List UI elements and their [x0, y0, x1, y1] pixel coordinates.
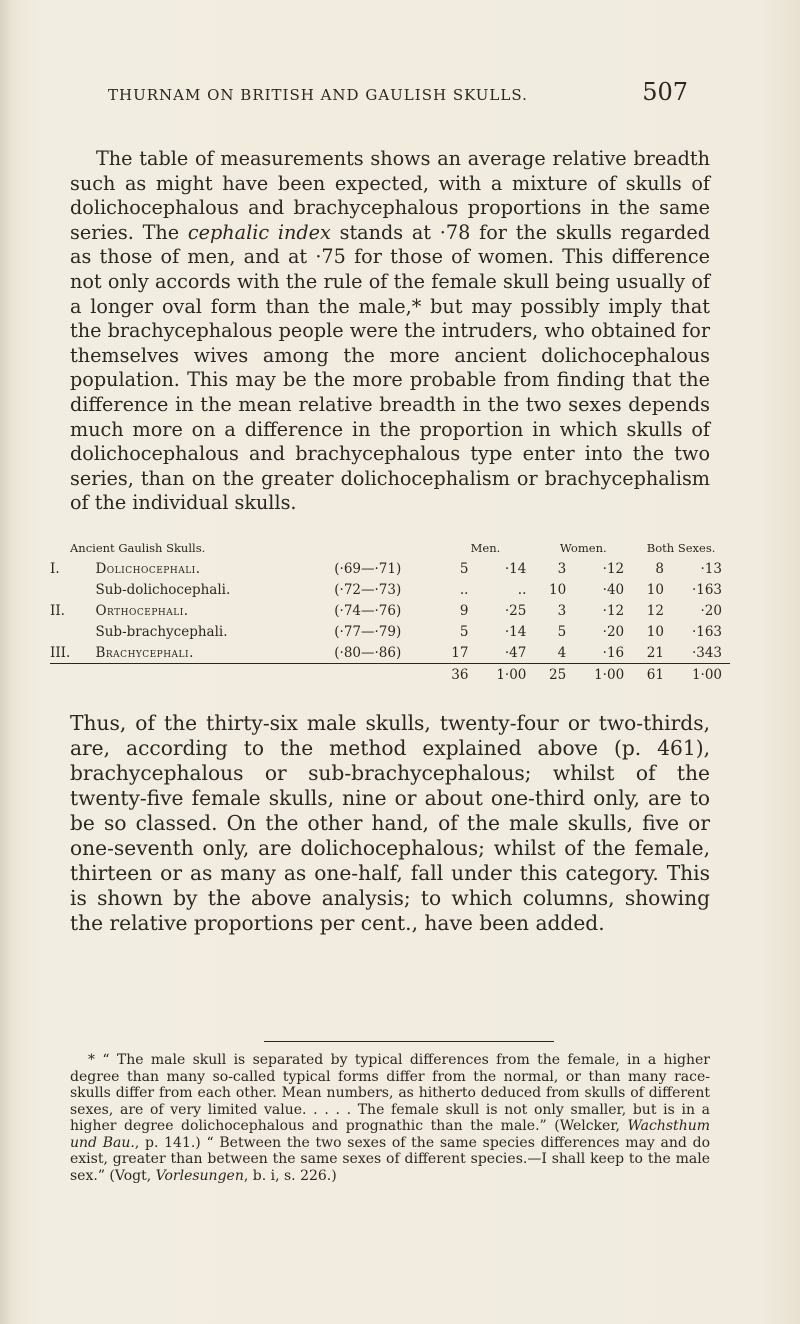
footnote: [70, 1052, 710, 1184]
paragraph-1-text-b: stands at ·78 for the skulls regarded as those of men, and at ·75 for those of women. This difference not only accords with the rule of the female skull being usually of a longer oval form than the male,* but may possibly imply that the brachycephalous people were the intruders, who obtained for themselves wives among the more ancient dolichocephalous population. This may be the more probable from finding that the difference in the mean relative breadth in the two sexes depends much more on a difference in the proportion in which skulls of dolichocephalous and brachycephalous type enter into the two series, than on the greater dolichocephalism or brachycephalism of the individual skulls.: [70, 220, 710, 515]
table-cell-men-p: ·25: [504, 602, 527, 619]
table-cell-both-p: ·343: [691, 644, 722, 661]
total-women-p: 1·00: [566, 664, 632, 686]
table-totals-row: [50, 664, 730, 686]
table-cell-range: (·77—·79): [334, 623, 402, 640]
table-cell-men-p: ·14: [504, 623, 527, 640]
total-both-p: 1·00: [664, 664, 730, 686]
paragraph-2-text: Thus, of the thirty-six male skulls, twenty-four or two-thirds, are, according to the method explained above (p. 461), brachycephalous or sub-brachycephalous; whilst of the twenty-five female skulls, nine or about one-third only, are to be so classed. On the other hand, of the male skulls, five or one-seventh only, are dolichocephalous; whilst of the female, thirteen or as many as one-half, fall under this category. This is shown by the above analysis; to which columns, showing the relative proportions per cent., have been added.: [70, 711, 710, 935]
header-women: Women.: [559, 541, 607, 555]
footnote-italic-1: Wachsthum und Bau.: [70, 1118, 710, 1151]
table-cell-num: II.: [50, 602, 65, 619]
table-cell-women-n: 4: [557, 644, 567, 661]
header-men: Men.: [470, 541, 501, 555]
table-cell-range: (·69—·71): [334, 560, 402, 577]
table-cell-name: Orthocephali.: [95, 602, 189, 619]
header-both: Both Sexes.: [646, 541, 716, 555]
paragraph-1: [70, 147, 710, 516]
table-row: [50, 621, 730, 642]
table-cell-men-p: ·47: [504, 644, 527, 661]
table-cell-both-n: 10: [646, 581, 664, 598]
table-cell-num: [50, 621, 95, 642]
table-cell-range: (·74—·76): [334, 602, 402, 619]
table-cell-name: Sub-brachycephali.: [95, 623, 228, 640]
measurement-table: [50, 538, 730, 685]
table-row: [50, 642, 730, 664]
footnote-text-a: * “ The male skull is separated by typical differences from the female, in a higher degree than many so-called typical forms differ from the normal, or than many race-skulls differ from each other. Mean numbers, as hitherto deduced from skulls of different sexes, are of very limited value. . . . . The female skull is not only smaller, but is in a higher degree dolichocephalous and prognathic than the male.” (Welcker,: [70, 1052, 710, 1134]
total-women-n: 25: [534, 664, 566, 686]
table-cell-men-p: ..: [517, 581, 527, 598]
table-cell-both-p: ·20: [700, 602, 722, 619]
running-title: THURNAM ON BRITISH AND GAULISH SKULLS.: [108, 86, 528, 104]
table-cell-name: Dolichocephali.: [95, 560, 201, 577]
table-cell-range: (·72—·73): [334, 581, 402, 598]
table-cell-both-n: 10: [646, 623, 664, 640]
table-cell-name: Brachycephali.: [95, 644, 194, 661]
table-cell-name: Sub-dolichocephali.: [95, 581, 231, 598]
paragraph-2: [70, 711, 710, 936]
table-cell-women-n: 5: [557, 623, 567, 640]
table-cell-women-n: 10: [549, 581, 567, 598]
table-cell-both-p: ·163: [691, 581, 722, 598]
table-cell-men-n: 17: [451, 644, 469, 661]
header-group: Ancient Gaulish Skulls.: [70, 541, 206, 555]
table-cell-both-p: ·13: [700, 560, 722, 577]
table-cell-men-n: 5: [459, 623, 469, 640]
table-cell-men-n: 9: [459, 602, 469, 619]
page-number: 507: [642, 78, 688, 106]
paragraph-1-text-a: The table of measurements shows an average relative breadth such as might have been expected, with a mixture of skulls of dolichocephalous and brachycephalous proportions in the same series. The: [70, 147, 710, 244]
footnote-rule: [264, 1041, 554, 1042]
footnote-italic-2: Vorlesungen: [155, 1167, 244, 1184]
table-cell-women-p: ·20: [602, 623, 625, 640]
table-cell-both-n: 21: [646, 644, 664, 661]
table-cell-women-p: ·12: [602, 560, 625, 577]
table-row: [50, 579, 730, 600]
table-header-row: [50, 538, 730, 558]
table-cell-women-n: 3: [557, 560, 567, 577]
table-cell-both-p: ·163: [691, 623, 722, 640]
table-row: [50, 558, 730, 579]
table-cell-both-n: 12: [646, 602, 664, 619]
total-men-p: 1·00: [468, 664, 534, 686]
table-cell-num: I.: [50, 560, 60, 577]
table-cell-num: III.: [50, 644, 71, 661]
table-cell-women-p: ·12: [602, 602, 625, 619]
table-cell-women-p: ·40: [602, 581, 625, 598]
table-cell-men-n: 5: [459, 560, 469, 577]
table-cell-women-n: 3: [557, 602, 567, 619]
table-cell-num: [50, 579, 95, 600]
footnote-text-b: , p. 141.) “ Between the two sexes of the same species differences may and do exist, greater than between the same sexes of different species.—I shall keep to the male sex.” (Vogt,: [70, 1134, 710, 1184]
table-row: [50, 600, 730, 621]
total-men-n: 36: [437, 664, 469, 686]
footnote-text-c: , b. i, s. 226.): [243, 1167, 337, 1184]
table-cell-both-n: 8: [655, 560, 664, 577]
table-cell-men-n: ..: [459, 581, 469, 598]
table-cell-men-p: ·14: [504, 560, 527, 577]
table-cell-range: (·80—·86): [334, 644, 402, 661]
table-cell-women-p: ·16: [602, 644, 625, 661]
paragraph-1-italic: cephalic index: [187, 220, 331, 244]
total-both-n: 61: [632, 664, 664, 686]
